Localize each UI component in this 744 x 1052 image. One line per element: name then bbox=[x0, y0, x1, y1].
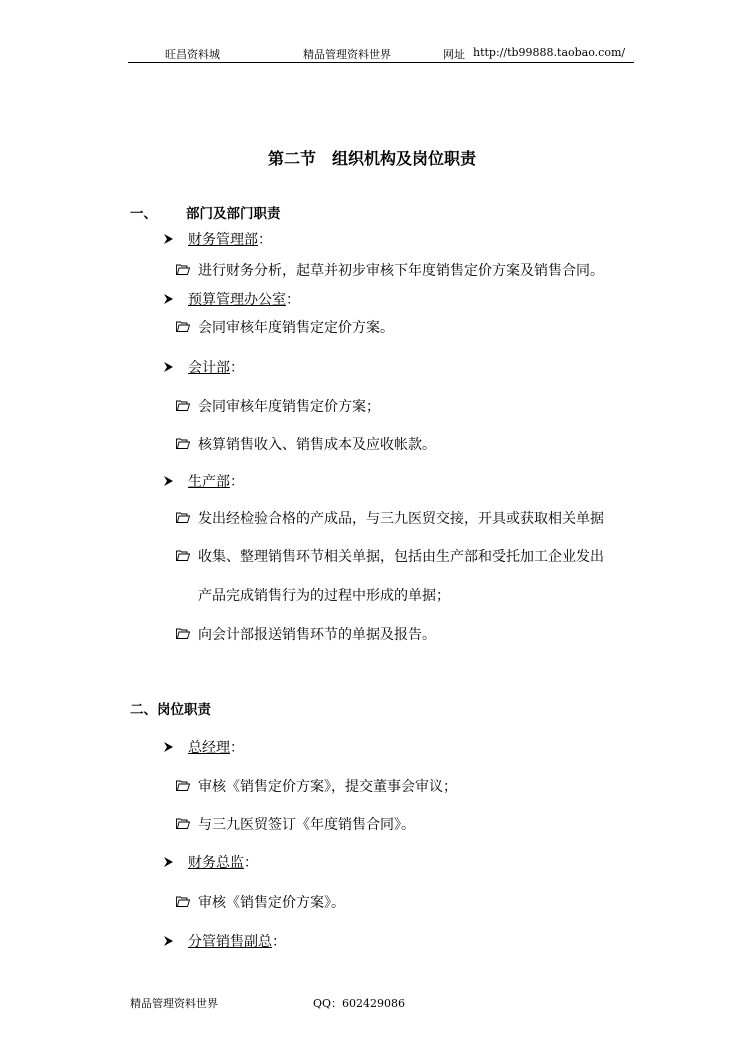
section1-heading: 部门及部门职责 bbox=[186, 206, 281, 222]
arrowhead-icon bbox=[163, 741, 174, 753]
arrowhead-icon bbox=[163, 856, 174, 868]
dept-finance-colon: ： bbox=[258, 232, 272, 248]
folder-icon bbox=[176, 628, 190, 639]
production-task-2-line-1: 收集、整理销售环节相关单据，包括由生产部和受托加工企业发出 bbox=[198, 549, 604, 565]
role-gm-colon: ： bbox=[230, 740, 244, 756]
role-vp-sales-name: 分管销售副总 bbox=[188, 934, 272, 950]
page-title: 第二节 组织机构及岗位职责 bbox=[267, 149, 476, 168]
dept-accounting bbox=[188, 357, 244, 377]
dept-production-name: 生产部 bbox=[188, 474, 230, 490]
budget-task-1: 会同审核年度销售定定价方案。 bbox=[198, 320, 394, 336]
dept-budget-colon: ： bbox=[286, 292, 300, 308]
folder-icon bbox=[176, 438, 190, 449]
arrowhead-icon bbox=[163, 293, 174, 305]
folder-icon bbox=[176, 321, 190, 332]
role-cfo-name: 财务总监 bbox=[188, 855, 244, 871]
folder-icon bbox=[176, 550, 190, 561]
dept-budget-name: 预算管理办公室 bbox=[188, 292, 286, 308]
production-task-3: 向会计部报送销售环节的单据及报告。 bbox=[198, 627, 436, 643]
production-task-2-line-2: 产品完成销售行为的过程中形成的单据； bbox=[198, 588, 450, 604]
dept-accounting-colon: ： bbox=[230, 360, 244, 376]
dept-production-colon: ： bbox=[230, 474, 244, 490]
dept-finance bbox=[188, 229, 272, 249]
role-vp-sales-colon: ： bbox=[272, 934, 286, 950]
accounting-task-1: 会同审核年度销售定价方案； bbox=[198, 399, 380, 415]
role-cfo bbox=[188, 852, 258, 872]
gm-task-2: 与三九医贸签订《年度销售合同》。 bbox=[198, 817, 415, 833]
folder-icon bbox=[176, 896, 190, 907]
header-rule bbox=[128, 62, 634, 63]
folder-icon bbox=[176, 400, 190, 411]
finance-task-1: 进行财务分析，起草并初步审核下年度销售定价方案及销售合同。 bbox=[198, 263, 604, 279]
header-center: 精品管理资料世界 bbox=[303, 48, 391, 61]
footer-left: 精品管理资料世界 bbox=[130, 997, 218, 1010]
role-gm-name: 总经理 bbox=[188, 740, 230, 756]
section1-number: 一、 bbox=[130, 206, 157, 222]
gm-task-1: 审核《销售定价方案》，提交董事会审议； bbox=[198, 779, 457, 795]
dept-budget bbox=[188, 289, 300, 309]
role-vp-sales bbox=[188, 931, 286, 951]
arrowhead-icon bbox=[163, 233, 174, 245]
header-url-label: 网址 bbox=[443, 48, 465, 61]
folder-icon bbox=[176, 818, 190, 829]
folder-icon bbox=[176, 780, 190, 791]
dept-accounting-name: 会计部 bbox=[188, 360, 230, 376]
header-left: 旺昌资料城 bbox=[165, 48, 220, 61]
folder-icon bbox=[176, 512, 190, 523]
footer-qq: QQ：602429086 bbox=[313, 997, 406, 1010]
section2-heading: 二、岗位职责 bbox=[130, 702, 211, 718]
folder-icon bbox=[176, 264, 190, 275]
cfo-task-1: 审核《销售定价方案》。 bbox=[198, 895, 345, 911]
production-task-1: 发出经检验合格的产成品，与三九医贸交接，开具或获取相关单据 bbox=[198, 511, 604, 527]
role-cfo-colon: ： bbox=[244, 855, 258, 871]
arrowhead-icon bbox=[163, 361, 174, 373]
accounting-task-2: 核算销售收入、销售成本及应收帐款。 bbox=[198, 437, 436, 453]
arrowhead-icon bbox=[163, 475, 174, 487]
dept-finance-name: 财务管理部 bbox=[188, 232, 258, 248]
header-url[interactable]: http://tb99888.taobao.com/ bbox=[473, 46, 626, 59]
arrowhead-icon bbox=[163, 935, 174, 947]
role-general-manager bbox=[188, 737, 244, 757]
dept-production bbox=[188, 471, 244, 491]
